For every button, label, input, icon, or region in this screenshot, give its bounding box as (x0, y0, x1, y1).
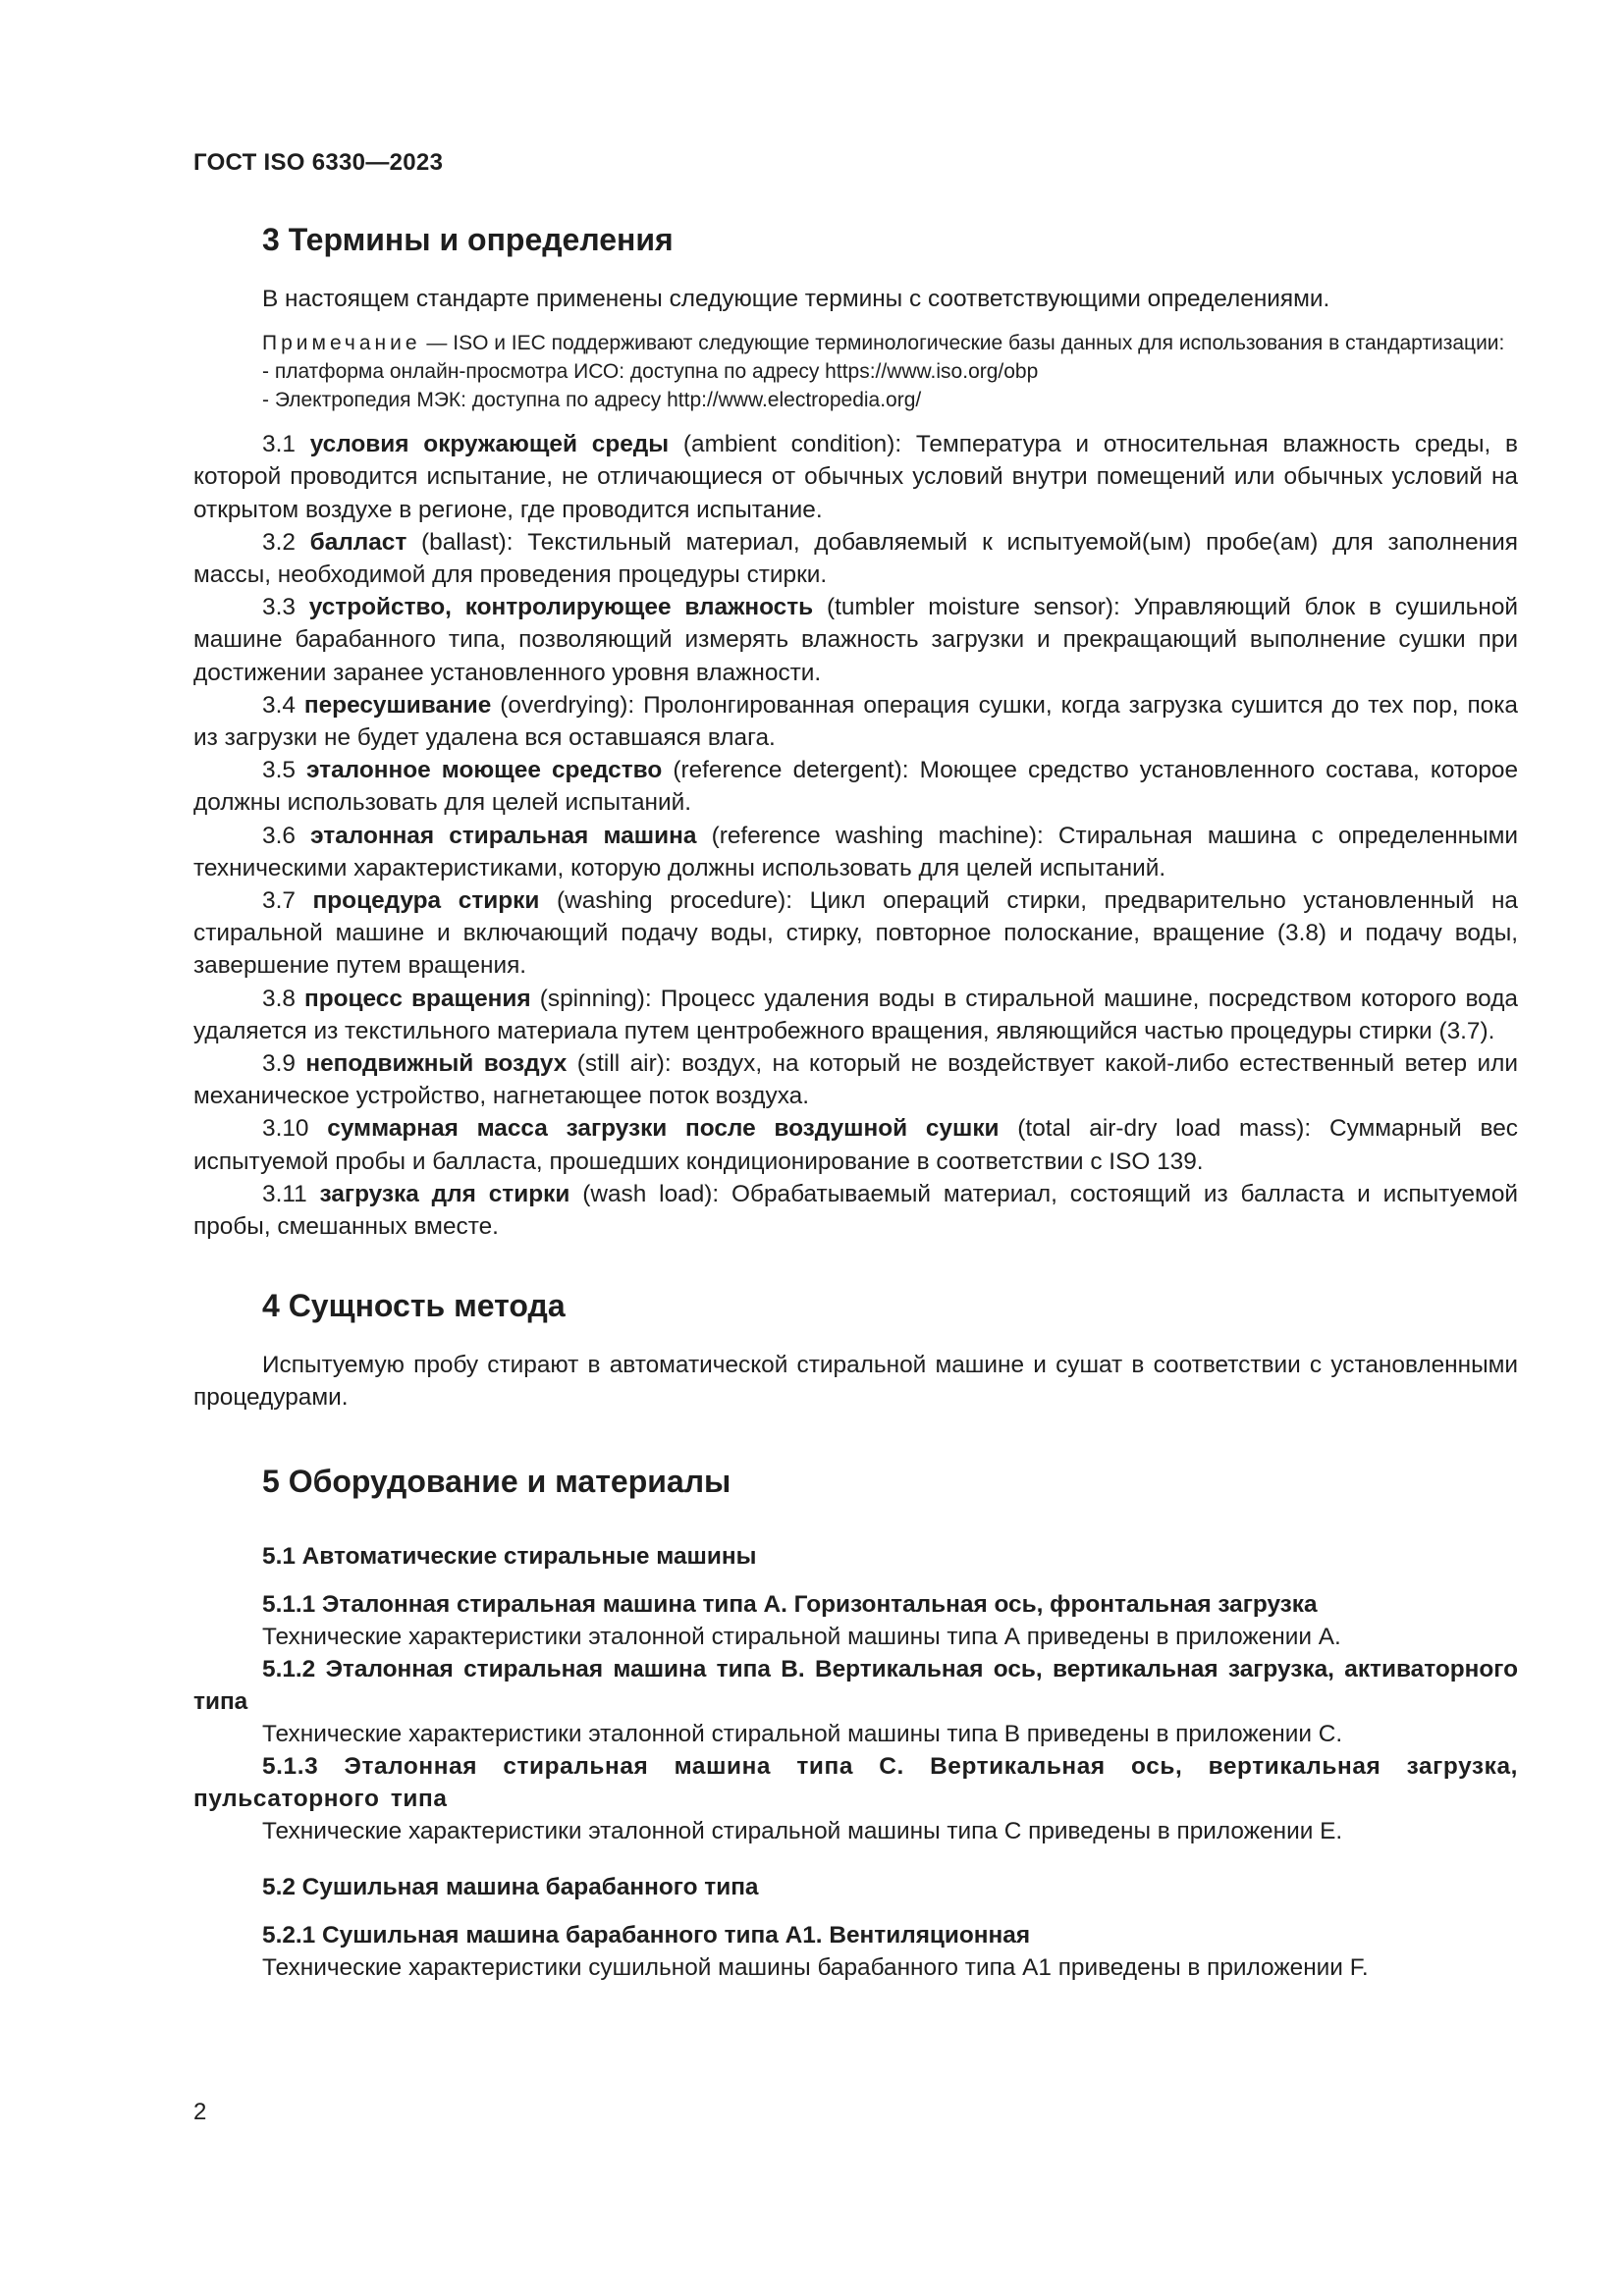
section-4-title: 4 Сущность метода (262, 1288, 566, 1324)
note-label: Примечание (262, 332, 421, 355)
note-item: - платформа онлайн-просмотра ИСО: доступна по адресу https://www.iso.org/obp (262, 360, 1039, 384)
term-entry: 3.9 неподвижный воздух (still air): воздух, на который не воздействует какой-либо естественный ветер или механическое устройство, нагнетающее поток воздуха. (193, 1050, 1518, 1110)
term-name: суммарная масса загрузки после воздушной сушки (327, 1115, 1000, 1143)
subsection-5-2-1-text: Технические характеристики сушильной машины барабанного типа А1 приведены в приложении F. (262, 1954, 1369, 1982)
term-entry: 3.10 суммарная масса загрузки после воздушной сушки (total air-dry load mass): Суммарный вес испытуемой пробы и балласта, прошедших кондиционирование в соответствии с ISO 139. (193, 1115, 1519, 1175)
term-name: пересушивание (303, 691, 492, 719)
term-name: условия окружающей среды (309, 431, 670, 458)
term-entry: 3.6 эталонная стиральная машина (reference washing machine): Стиральная машина с определенными техническими характеристиками, которую должны использовать для целей испытаний. (193, 822, 1518, 881)
subsection-5-1-2-text: Технические характеристики эталонной стиральной машины типа В приведены в приложении С. (262, 1720, 1343, 1747)
subsection-5-1-1-title: 5.1.1 Эталонная стиральная машина типа А. Горизонтальная ось, фронтальная загрузка (262, 1590, 1318, 1618)
term-name: балласт (309, 528, 407, 556)
note-text: ISO и IEC поддерживают следующие терминологические базы данных для использования в стандартизации: (453, 332, 1505, 355)
term-entry: 3.1 условия окружающей среды (ambient condition): Температура и относительная влажность среды, в которой проводится испытание, не отличающиеся от обычных условий внутри помещений или обычных условий на открытом воздухе в регионе, где проводится испытание. (193, 431, 1518, 523)
term-name: неподвижный воздух (305, 1050, 568, 1078)
term-name: устройство, контролирующее влажность (308, 594, 814, 621)
term-name: эталонное моющее средство (306, 757, 663, 784)
term-entry: 3.3 устройство, контролирующее влажность (tumbler moisture sensor): Управляющий блок в сушильной машине барабанного типа, позволяющий измерять влажность загрузки и прекращающий выполнение сушки при достижении заранее установленного уровня влажности. (193, 594, 1519, 686)
section-3-title: 3 Термины и определения (262, 222, 674, 257)
subsection-5-1-1-text: Технические характеристики эталонной стиральной машины типа А приведены в приложении А. (262, 1623, 1341, 1650)
subsection-5-1-3-title: 5.1.3 Эталонная стиральная машина типа С. Вертикальная ось, вертикальная загрузка, пульсаторного типа (193, 1753, 1518, 1813)
term-name: процедура стирки (312, 887, 540, 915)
term-name: эталонная стиральная машина (310, 822, 697, 849)
term-name: процесс вращения (304, 985, 531, 1012)
section-4-text: Испытуемую пробу стирают в автоматической стиральной машине и сушат в соответствии с установленными процедурами. (193, 1352, 1518, 1412)
term-name: загрузка для стирки (319, 1180, 570, 1207)
term-entry: 3.11 загрузка для стирки (wash load): Обрабатываемый материал, состоящий из балласта и испытуемой пробы, смешанных вместе. (193, 1180, 1519, 1241)
document-body (193, 218, 1518, 1985)
document-header: ГОСТ ISO 6330—2023 (193, 149, 444, 176)
term-entry: 3.5 эталонное моющее средство (reference detergent): Моющее средство установленного состава, которое должны использовать для целей испытаний. (193, 757, 1519, 817)
term-entry: 3.2 балласт (ballast): Текстильный материал, добавляемый к испытуемой(ым) пробе(ам) для заполнения массы, необходимой для проведения процедуры стирки. (193, 528, 1518, 589)
section-5-title: 5 Оборудование и материалы (262, 1463, 731, 1499)
subsection-5-1-3-text: Технические характеристики эталонной стиральной машины типа С приведены в приложении Е. (262, 1818, 1343, 1845)
page-number: 2 (193, 2099, 207, 2125)
subsection-5-2-1-title: 5.2.1 Сушильная машина барабанного типа А1. Вентиляционная (262, 1922, 1031, 1949)
term-entry: 3.8 процесс вращения (spinning): Процесс удаления воды в стиральной машине, посредством которого вода удаляется из текстильного материала путем центробежного вращения, являющийся частью процедуры стирки (3.7). (193, 985, 1519, 1044)
subsection-5-1-2-title: 5.1.2 Эталонная стиральная машина типа В. Вертикальная ось, вертикальная загрузка, активаторного типа (193, 1655, 1518, 1715)
subsection-5-2-title: 5.2 Сушильная машина барабанного типа (262, 1874, 759, 1901)
note-item: - Электропедия МЭК: доступна по адресу http://www.electropedia.org/ (262, 389, 922, 412)
term-entry: 3.4 пересушивание (overdrying): Пролонгированная операция сушки, когда загрузка сушится до тех пор, пока из загрузки не будет удалена вся оставшаяся влага. (193, 691, 1518, 752)
subsection-5-1-title: 5.1 Автоматические стиральные машины (262, 1542, 757, 1570)
note (193, 329, 1518, 357)
term-entry: 3.7 процедура стирки (washing procedure): Цикл операций стирки, предварительно установленный на стиральной машине и включающий подачу воды, стирку, повторное полоскание, вращение (3.8) и подачу воды, завершение путем вращения. (193, 887, 1518, 980)
note-dash: — (420, 332, 454, 355)
section-3-intro: В настоящем стандарте применены следующие термины с соответствующими определениями. (262, 286, 1330, 312)
